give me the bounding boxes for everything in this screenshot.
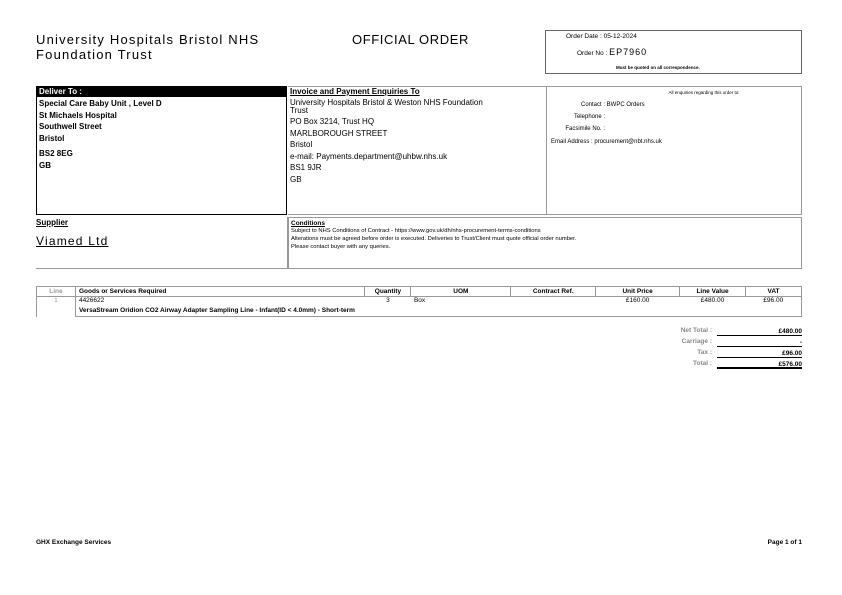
order-items-table [36, 286, 802, 317]
enquiries-note: All enquiries regarding this order to: [668, 90, 740, 95]
order-info-box [545, 30, 802, 74]
col-header-uom: UOM [411, 287, 511, 297]
telephone-label: Telephone : [573, 114, 605, 120]
tax-label: Tax : [697, 349, 712, 356]
deliver-to-box [36, 86, 287, 215]
grand-total-value: £576.00 [717, 360, 802, 369]
order-date-label: Order Date : [566, 33, 602, 40]
contact-label: Contact : [580, 102, 605, 108]
grand-total-label: Total : [692, 360, 712, 367]
supplier-label: Supplier [36, 218, 69, 227]
organisation-name [36, 32, 259, 62]
invoice-enquiries-box [288, 86, 546, 215]
contact-row [547, 102, 645, 108]
conditions-box [288, 217, 802, 269]
item-description: VersaStream Oridion CO2 Airway Adapter Sampling Line - Infant(ID < 4.0mm) - Short-term [75, 307, 801, 317]
order-no-label: Order No : [577, 50, 608, 57]
item-contract [511, 297, 596, 307]
deliver-line: Southwell Street [39, 122, 102, 131]
order-date-value: 05-12-2024 [603, 33, 637, 40]
net-total-row [640, 327, 802, 338]
carriage-value: - [717, 338, 802, 347]
carriage-label: Carriage : [681, 338, 712, 345]
facsimile-row [547, 126, 605, 132]
deliver-line: GB [39, 160, 51, 170]
conditions-line: Alterations must be agreed before order is executed. Deliveries to Trust/Client must quote official order number. [291, 236, 577, 242]
col-header-goods: Goods or Services Required [75, 287, 365, 297]
facsimile-label: Facsimile No. : [565, 126, 605, 132]
table-header-row [37, 287, 802, 297]
document-title: OFFICIAL ORDER [352, 32, 469, 47]
item-uom: Box [413, 297, 426, 304]
deliver-line: Special Care Baby Unit , Level D [39, 99, 162, 108]
order-no-row [577, 47, 647, 57]
invoice-line: PO Box 3214, Trust HQ [290, 117, 375, 126]
contact-value: BWPC Orders [606, 102, 645, 108]
invoice-heading: Invoice and Payment Enquiries To [290, 87, 420, 96]
col-header-line-value: Line Value [680, 287, 746, 297]
totals-block [640, 327, 802, 371]
col-header-unit-price: Unit Price [596, 287, 680, 297]
tax-row [640, 349, 802, 360]
email-row [551, 139, 662, 145]
organisation-name-line1: University Hospitals Bristol NHS [36, 32, 260, 47]
item-quantity: 3 [386, 297, 390, 304]
invoice-line: GB [290, 174, 302, 184]
net-total-label: Net Total : [680, 327, 712, 334]
col-header-line: Line [37, 287, 76, 297]
supplier-name: Viamed Ltd [36, 234, 109, 248]
deliver-to-address [37, 97, 286, 172]
tax-value: £96.00 [717, 349, 802, 358]
invoice-line: Bristol [290, 140, 313, 149]
grand-total-row [640, 360, 802, 371]
deliver-line: Bristol [39, 133, 65, 143]
conditions-line: Subject to NHS Conditions of Contract - https://www.gov.uk/dh/nhs-procurement-terms-conditions [291, 228, 541, 234]
order-no-value: EP7960 [609, 47, 648, 57]
email-label: Email Address : [551, 139, 593, 145]
invoice-line: Trust [290, 105, 308, 115]
invoice-address [288, 97, 546, 185]
invoice-line: MARLBOROUGH STREET [290, 128, 388, 138]
invoice-line: University Hospitals Bristol & Weston NHS Foundation [290, 98, 483, 107]
conditions-heading: Conditions [291, 220, 325, 227]
organisation-name-line2: Foundation Trust [36, 47, 153, 62]
invoice-line: BS1 9JR [290, 163, 322, 172]
table-row-description [37, 307, 802, 317]
item-vat: £96.00 [745, 297, 801, 307]
telephone-row [547, 114, 605, 120]
item-unit-price: £160.00 [625, 297, 650, 304]
invoice-line: e-mail: Payments.department@uhbw.nhs.uk [290, 151, 448, 161]
col-header-quantity: Quantity [365, 287, 411, 297]
col-header-vat: VAT [745, 287, 801, 297]
conditions-line: Please contact buyer with any queries. [291, 244, 391, 250]
footer-provider: GHX Exchange Services [36, 539, 112, 546]
col-header-contract: Contract Ref. [511, 287, 596, 297]
deliver-line: St Michaels Hospital [39, 110, 117, 120]
line-number: 1 [37, 297, 76, 317]
deliver-to-heading: Deliver To : [37, 87, 286, 97]
net-total-value: £480.00 [717, 327, 802, 336]
enquiries-box [546, 86, 802, 215]
table-row [37, 297, 802, 307]
conditions-text [289, 227, 801, 251]
email-value[interactable]: procurement@nbt.nhs.uk [594, 139, 662, 145]
deliver-line: BS2 8EG [39, 149, 73, 158]
item-line-value: £480.00 [700, 297, 725, 304]
carriage-row [640, 338, 802, 349]
page-number: Page 1 of 1 [767, 539, 802, 546]
quote-note: Must be quoted on all correspondence. [616, 65, 700, 70]
item-code: 4426622 [78, 297, 105, 304]
order-date-row [566, 33, 637, 40]
